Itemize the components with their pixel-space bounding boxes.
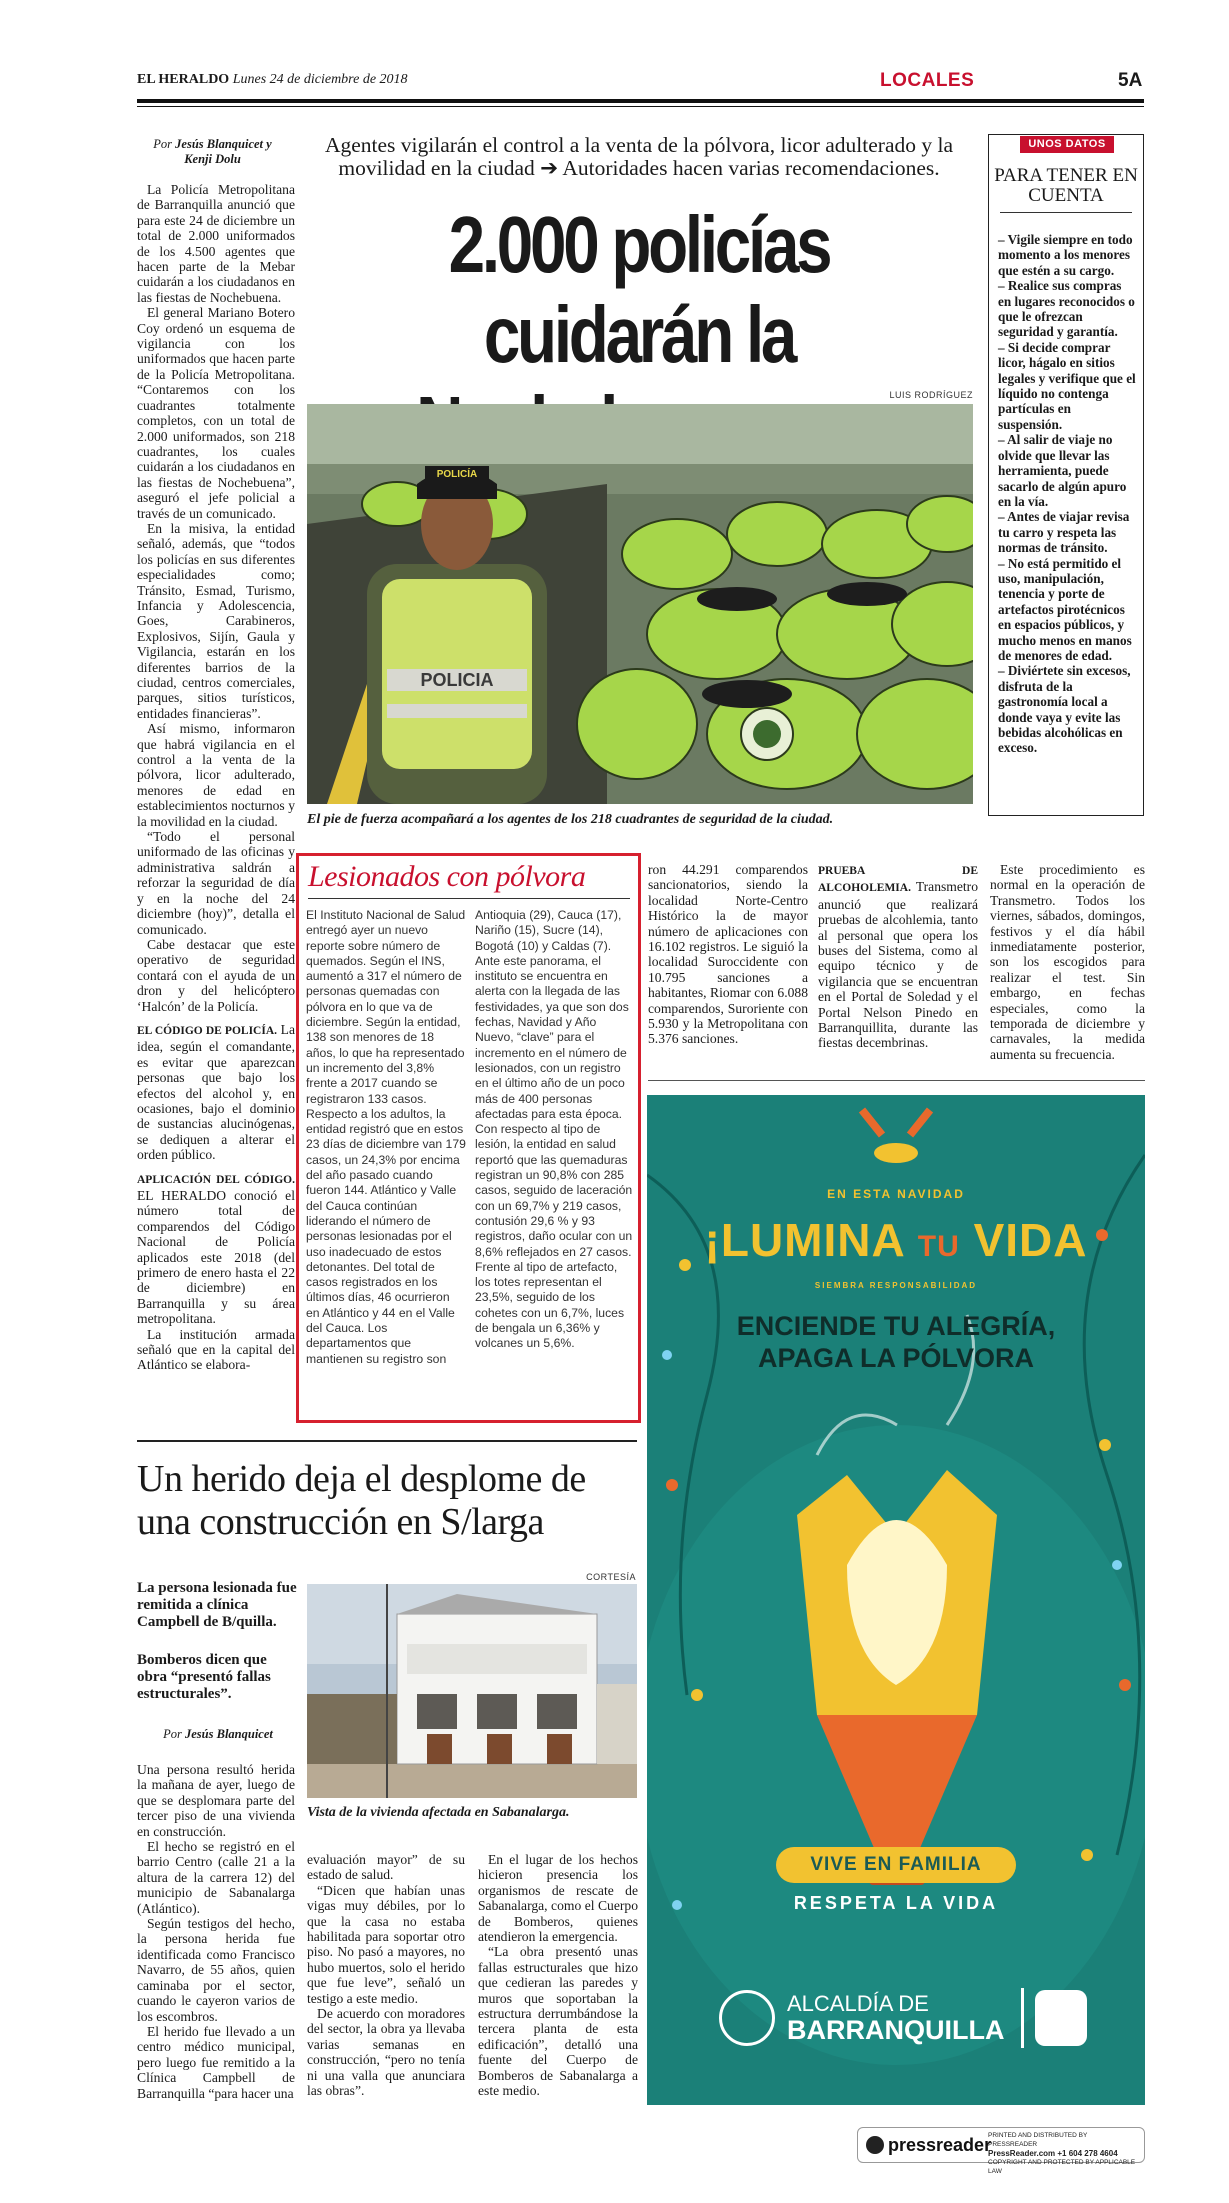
section-label: LOCALES [880, 70, 975, 91]
paragraph: Según testigos del hecho, la persona herida fue identificada como Francisco Navarro, de 55 años, quien caminaba por el sector, cuando le cayeron varios de los escombros. [137, 1916, 295, 2024]
injuries-col-b: Antioquia (29), Cauca (17), Nariño (15), Sucre (14), Bogotá (10) y Caldas (7). Ante este panorama, el instituto se encuentra en alerta con la llegada de las festividades, ya que son dos fechas, Navidad y Año Nuevo, “clave” para el incremento en el número de lesionados, con un registro en el último año de un poco más de 400 personas afectadas para esta época. Con respecto al tipo de lesión, la entidad en salud reportó que las quemaduras registran un 90,8% con 285 casos, seguido de laceración con un 69,7% y 219 casos, contusión 29,6 % y 93 registros, daño ocular con un 8,6% reflejados en 27 casos. Frente al tipo de artefacto, los totes representan el 23,5%, seguido de los cohetes con un 6,7%, luces de bengala un 6,36% y volcanes un 5,6%. [475, 908, 633, 1351]
sidebar-item: – No está permitido el uso, manipulación, tenencia y porte de artefactos pirotécnicos en espacios públicos, y mucho menos en manos de menores de edad. [998, 555, 1132, 663]
paragraph-text: La idea, según el comandante, es evitar que aparezcan personas que bajo los efectos del alcohol y, en ocasiones, bajo el dominio de sustancias alucinógenas, se dediquen a alterar el orden público. [137, 1021, 295, 1163]
sidebar-item: – Antes de viajar revisa tu carro y respeta las normas de tránsito. [998, 509, 1130, 556]
byline-prefix: Por [163, 1727, 182, 1741]
ad-slogan [647, 1310, 1145, 1374]
main-col3: ron 44.291 comparendos sancionatorios, siendo la localidad Norte-Centro Histórico la de mayor número de aplicaciones con 16.102 registros. Le siguió la localidad Suroccidente con 10.795 sanciones a habitantes, Riomar con 6.088 comparendos, Suroriente con 5.930 y la Metropolitana con 5.376 sanciones. [648, 862, 808, 1047]
photo-caption: El pie de fuerza acompañará a los agentes de los 218 cuadrantes de seguridad de la ciudad. [307, 812, 834, 827]
byline-names: Jesús Blanquicet y Kenji Dolu [175, 137, 272, 166]
paragraph: La Policía Metropolitana de Barranquilla anunció que para este 24 de diciembre un total de 2.000 uniformados de los 4.500 agentes que hacen parte de la Mebar cuidarán a los ciudadanos en las fiestas de Nochebuena. [137, 182, 295, 305]
column-rule [648, 1080, 1145, 1081]
ad-brand-3: VIDA [973, 1214, 1088, 1266]
kicker-text: Agentes vigilarán el control a la venta de la pólvora, licor adulterado y la movilidad en la ciudad [324, 133, 954, 180]
house-photo-art [307, 1584, 637, 1798]
pressreader-icon [866, 2136, 884, 2154]
ad-divider [1021, 1988, 1024, 2048]
paragraph: La institución armada señaló que en la capital del Atlántico se elabora- [137, 1326, 295, 1373]
mayor-name [787, 1991, 1004, 2043]
masthead [137, 72, 408, 88]
sidebar-item: – Al salir de viaje no olvide que llevar las herramienta, puede sacarlo de algún apuro en la vía. [998, 432, 1127, 509]
subhead-paragraph [137, 1022, 295, 1163]
subhead: APLICACIÓN DEL CÓDIGO. [137, 1173, 295, 1186]
police-photo [307, 404, 973, 804]
main-col4 [818, 862, 978, 1051]
arrow-circle-icon: ➔ [540, 156, 559, 180]
paragraph: El herido fue llevado a un centro médico municipal, pero luego fue remitido a la Clínica Campbell de Barranquilla “para hacer una [137, 2023, 295, 2101]
issue-date: Lunes 24 de diciembre de 2018 [232, 72, 408, 87]
paragraph: “Dicen que habían unas vigas muy débiles, por lo que la casa no estaba habilitada para soportar otro piso. No pasó a mayores, no hubo muertos, solo el herido que fue leve”, señaló un testigo a este medio. [307, 1882, 465, 2006]
second-col1 [137, 1762, 295, 2101]
paragraph: En el lugar de los hechos hicieron presencia los organismos de rescate de Sabanalarga, como el Cuerpo de Bomberos, quienes atendieron la emergencia. [478, 1852, 638, 1945]
byline-prefix: Por [153, 137, 173, 151]
sidebar-item: – Si decide comprar licor, hágalo en sitios legales y verifique que el líquido no contenga partículas en suspensión. [998, 339, 1136, 432]
sidebar-item: – Vigile siempre en todo momento a los menores que estén a su cargo. [998, 232, 1133, 278]
cap-label: POLICÍA [436, 469, 478, 480]
second-col2 [307, 1852, 465, 2099]
main-col5: Este procedimiento es normal en la operación de Transmetro. Todos los viernes, sábados, domingos, festivos y el día hábil inmediatamente posterior, son los escogidos para realizar el test. Sin embargo, en fechas especiales, como la temporada de diciembre y carnavales, la medida aumenta su frecuencia. [990, 862, 1145, 1062]
paragraph: “La obra presentó unas fallas estructurales que hizo que cedieran las paredes y muros que soportaban la estructura derrumbándose la tercera planta de esta edificación”, detalló una fuente del Cuerpo de Bomberos de Sabanalarga a este medio. [478, 1944, 638, 2099]
byline-name: Jesús Blanquicet [185, 1727, 273, 1741]
sidebar-item: – Diviértete sin excesos, disfruta de la gastronomía local a donde vaya y evite las bebidas alcohólicas en exceso. [998, 663, 1131, 756]
vest-label: POLICIA [420, 670, 494, 690]
paragraph: evaluación mayor” de su estado de salud. [307, 1852, 465, 1883]
pressreader-brand: pressreader [888, 2135, 992, 2155]
ad-pill: VIVE EN FAMILIA [776, 1847, 1016, 1883]
ad-slogan-1: ENCIENDE TU ALEGRÍA, [736, 1311, 1056, 1341]
subhead: PRUEBA DE ALCOHOLEMIA. [818, 865, 978, 895]
ad-respect: RESPETA LA VIDA [793, 1893, 999, 1913]
paragraph: El hecho se registró en el barrio Centro (calle 21 a la altura de la carrera 12) del municipio de Sabanalarga (Atlántico). [137, 1839, 295, 1916]
footer-line-3: COPYRIGHT AND PROTECTED BY APPLICABLE LAW [988, 2159, 1136, 2175]
second-headline: Un herido deja el desplome de una construcción en S/larga [137, 1458, 586, 1543]
header-rule [137, 99, 1144, 103]
injuries-rule [308, 898, 630, 899]
paragraph-text: EL HERALDO conoció el número total de comparendos del Código Nacional de Policía aplicados este 2018 (del primero de enero hasta el 22 de diciembre) en Barranquilla y su área metropolitana. [137, 1188, 295, 1327]
police-photo-art [307, 404, 973, 804]
paragraph: De acuerdo con moradores del sector, la obra ya llevaba varias semanas en construcción, “pero no tenía ni una valla que anunciara las obras”. [307, 2006, 465, 2099]
ad-brand [647, 1213, 1145, 1267]
footer-line-1: PRINTED AND DISTRIBUTED BY PRESSREADER [988, 2132, 1088, 2148]
footer-line-2: PressReader.com +1 604 278 4604 [988, 2149, 1118, 2158]
subhead-paragraph [137, 1171, 295, 1327]
mayor-line-2: BARRANQUILLA [787, 2015, 1005, 2045]
header-rule-thin [137, 106, 1144, 107]
ad-top: EN ESTA NAVIDAD [827, 1187, 965, 1201]
second-byline [137, 1727, 299, 1742]
deck-2: Bomberos dicen que obra “presentó fallas estructurales”. [137, 1652, 271, 1702]
deck-1: La persona lesionada fue remitida a clínica Campbell de B/quilla. [137, 1580, 297, 1630]
injuries-title: Lesionados con pólvora [308, 860, 586, 893]
page-number: 5A [1118, 70, 1143, 91]
paragraph: Cabe destacar que este operativo de seguridad contará con el ayuda de un dron y del helicóptero ‘Halcón’ de la Policía. [137, 936, 295, 1014]
ad-slogan-2: APAGA LA PÓLVORA [758, 1343, 1034, 1373]
article-rule [137, 1440, 637, 1442]
second-photo-credit: CORTESÍA [586, 1572, 636, 1582]
injuries-col-a: El Instituto Nacional de Salud entregó ayer un nuevo reporte sobre número de quemados. Según el INS, aumentó a 317 el número de personas quemadas con pólvora en lo que va de diciembre. Según la entidad, 138 son menores de 18 años, lo que ha representado un incremento del 3,8% frente a 2017 cuando se registraron 133 casos. Respecto a los adultos, la entidad registró que en estos 23 días de diciembre van 179 casos, un 24,3% por encima del año pasado cuando fueron 144. Atlántico y Valle del Cauca continúan liderando el número de personas lesionadas por el uso inadecuado de estos detonantes. Del total de casos registrados en los últimos días, 46 ocurrieron en Atlántico y 44 en el Valle del Cauca. Los departamentos que mantienen su registro son [306, 908, 466, 1366]
pressreader-info [988, 2131, 1138, 2176]
sidebar-rule [1000, 212, 1132, 213]
kicker [305, 134, 973, 180]
subhead: EL CÓDIGO DE POLICÍA. [137, 1024, 278, 1037]
second-col3 [478, 1852, 638, 2099]
ad-brand-2: TU [917, 1230, 960, 1263]
main-col1 [137, 182, 295, 1373]
paragraph: “Todo el personal uniformado de las oficinas y administrativa saldrán a reforzar la seguridad de día y en la noche del 24 diciembre (hoy)”, detalla el comunicado. [137, 829, 295, 937]
pressreader-badge[interactable] [857, 2127, 1145, 2175]
kicker-tail: Autoridades hacen varias recomendaciones. [562, 156, 940, 180]
paper-name: EL HERALDO [137, 72, 230, 87]
mayor-line-1: ALCALDÍA DE [787, 1991, 929, 2016]
paragraph: El general Mariano Botero Coy ordenó un esquema de vigilancia con los uniformados que hacen parte de la Policía Metropolitana. “Contaremos con los cuadrantes totalmente completos, con un total de 2.000 uniformados, son 218 cuadrantes, los cuales cuidarán a los ciudadanos en las fiestas de Nochebuena”, aseguró el jefe policial a través de un comunicado. [137, 305, 295, 521]
main-byline [140, 137, 285, 167]
ad-lumina[interactable] [647, 1095, 1145, 2105]
paragraph: En la misiva, la entidad señaló, además, que “todos los policías en sus diferentes especialidades como; Tránsito, Esmad, Turismo, Infancia y Adolescencia, Goes, Carabineros, Explosivos, Sijín, Gaula y Vigilancia, estarán en los diferentes barrios de la ciudad, centros comerciales, parques, sitios turísticos, entidades financieras”. [137, 520, 295, 721]
photo-credit: LUIS RODRÍGUEZ [889, 390, 973, 400]
mayor-seal-icon [719, 1990, 775, 2046]
city-logo-icon [1035, 1990, 1087, 2046]
ad-brand-1: ¡LUMINA [704, 1214, 904, 1266]
ad-brand-sub: SIEMBRA RESPONSABILIDAD [814, 1281, 978, 1290]
sidebar-list [998, 232, 1136, 756]
paragraph-text: Transmetro anunció que realizará pruebas de alcohlemia, tanto al personal que opera los buses del Sistema, como al equipo técnico y de vigilancia que se encuentran en el Portal de Soledad y el Portal Nelson Pinedo en Barranquillita, durante las fiestas decembrinas. [818, 879, 978, 1051]
main-headline: 2.000 policías cuidarán la [448, 200, 830, 379]
sidebar-title: PARA TENER EN CUENTA [994, 165, 1138, 206]
house-photo [307, 1584, 637, 1798]
second-caption: Vista de la vivienda afectada en Sabanalarga. [307, 1805, 570, 1820]
paragraph: Así mismo, informaron que habrá vigilancia en el control a la venta de la pólvora, licor adulterado, menores de edad en establecimientos nocturnos y la movilidad en la ciudad. [137, 721, 295, 829]
sidebar-tag: UNOS DATOS [1020, 136, 1114, 153]
paragraph: Una persona resultó herida la mañana de ayer, luego de que se desplomara parte del tercer piso de una vivienda en construcción. [137, 1762, 295, 1839]
sidebar-item: – Realice sus compras en lugares reconocidos o que le ofrezcan seguridad y garantía. [998, 278, 1135, 340]
